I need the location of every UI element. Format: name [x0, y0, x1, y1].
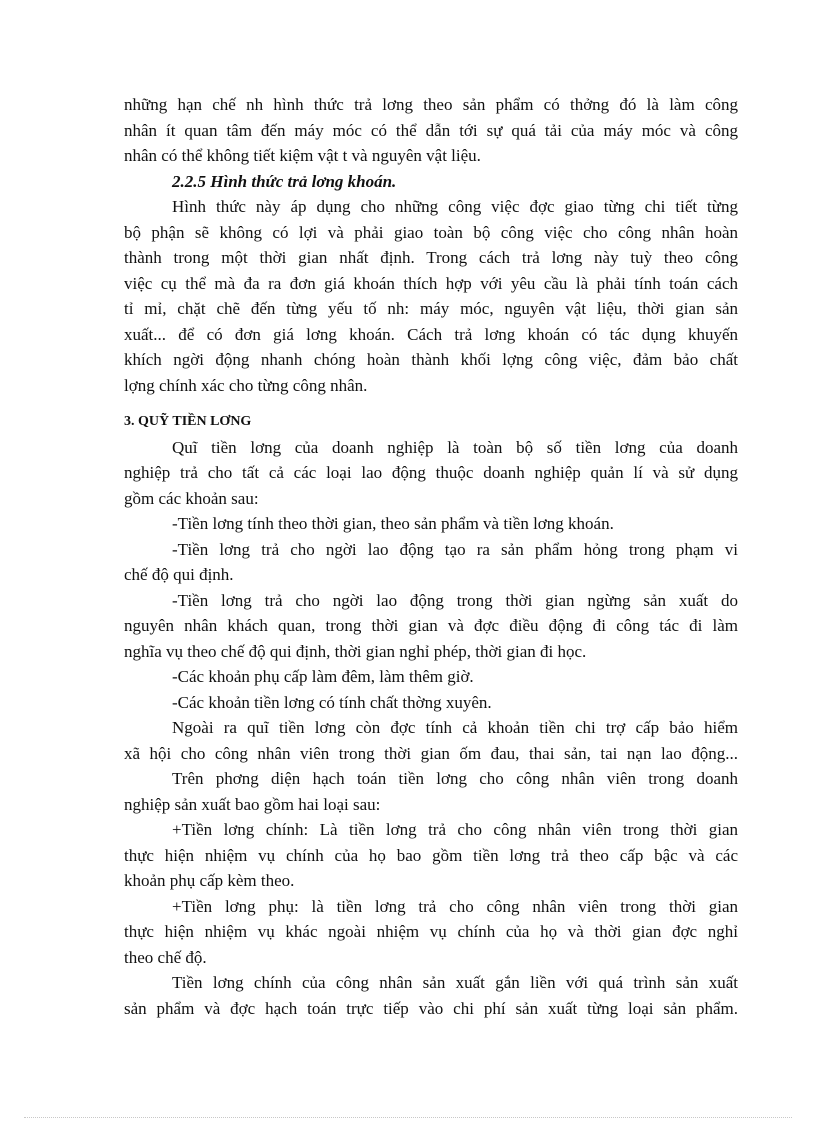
text-line: chế độ qui định. [124, 565, 234, 584]
paragraph-first-line: -Tiền lơng trả cho ngời lao động trong thời gian ngừng sản xuất do [172, 590, 738, 610]
paragraph-first-line: +Tiền lơng chính: Là tiền lơng trả cho công nhân viên trong thời gian [172, 820, 738, 839]
paragraph-first-line: Quĩ tiền lơng của doanh nghiệp là toàn bộ số tiền lơng của doanh [172, 437, 738, 457]
text-line: nguyên nhân khách quan, trong thời gian và đợc điều động đi công tác đi làm [124, 616, 738, 635]
paragraph-first-line: +Tiền lơng phụ: là tiền lơng trả cho công nhân viên trong thời gian [172, 896, 738, 916]
page-bottom-divider [24, 1117, 792, 1118]
document-page [124, 92, 738, 1021]
text-line: thực hiện nhiệm vụ khác ngoài nhiệm vụ chính của họ và thời gian đợc nghỉ [124, 922, 738, 941]
paragraph-first-line: -Tiền lơng tính theo thời gian, theo sản phẩm và tiền lơng khoán. [172, 514, 614, 533]
paragraph-first-line: Tiền lơng chính của công nhân sản xuất gắn liền với quá trình sản xuất [172, 973, 738, 992]
paragraph-first-line: Hình thức này áp dụng cho những công việc đợc giao từng chi tiết từng [172, 197, 738, 216]
paragraph-first-line: -Các khoản tiền lơng có tính chất thờng xuyên. [172, 692, 492, 712]
paragraph-first-line: -Tiền lơng trả cho ngời lao động tạo ra sản phẩm hỏng trong phạm vi [172, 539, 738, 559]
text-line: nghĩa vụ theo chế độ qui định, thời gian nghỉ phép, thời gian đi học. [124, 641, 587, 661]
section-heading: 2.2.5 Hình thức trả lơng khoán. [172, 171, 397, 191]
text-line: gồm các khoản sau: [124, 488, 259, 508]
paragraph-first-line: Ngoài ra quĩ tiền lơng còn đợc tính cả khoản tiền chi trợ cấp bảo hiểm [172, 718, 738, 737]
text-line: xuất... để có đơn giá lơng khoán. Cách trả lơng khoán có tác dụng khuyến [124, 324, 738, 344]
paragraph-first-line: -Các khoản phụ cấp làm đêm, làm thêm giờ. [172, 667, 474, 686]
text-line: bộ phận sẽ không có lợi và phải giao toàn bộ công việc cho công nhân hoàn [124, 222, 738, 242]
text-line: những hạn chế nh hình thức trả lơng theo sản phẩm có thởng đó là làm công [124, 95, 738, 114]
text-line: nghiệp sản xuất bao gồm hai loại sau: [124, 794, 381, 814]
text-line: tỉ mỉ, chặt chẽ đến từng yếu tố nh: máy móc, nguyên vật liệu, thời gian sản [124, 299, 738, 318]
text-line: theo chế độ. [124, 947, 207, 967]
text-line: sản phẩm và đợc hạch toán trực tiếp vào chi phí sản xuất từng loại sản phẩm. [124, 998, 738, 1018]
text-line: việc cụ thể mà đa ra đơn giá khoán thích hợp với yêu cầu là phải tính toán cách [124, 273, 738, 293]
text-line: khoản phụ cấp kèm theo. [124, 871, 295, 890]
text-line: lợng chính xác cho từng công nhân. [124, 375, 368, 395]
text-line: thành trong một thời gian nhất định. Trong cách trả lơng này tuỳ theo công [124, 248, 738, 267]
section-heading: 3. QUỸ TIỀN LƠNG [124, 414, 252, 429]
text-line: nghiệp trả cho tất cả các loại lao động thuộc doanh nghiệp quản lí và sử dụng [124, 463, 738, 482]
text-line: xã hội cho công nhân viên trong thời gian ốm đau, thai sản, tai nạn lao động... [124, 743, 738, 763]
text-line: nhân ít quan tâm đến máy móc có thể dẫn tới sự quá tải của máy móc và công [124, 120, 738, 140]
text-line: nhân có thể không tiết kiệm vật t và nguyên vật liệu. [124, 146, 481, 165]
paragraph-first-line: Trên phơng diện hạch toán tiền lơng cho công nhân viên trong doanh [172, 769, 738, 788]
text-line: khích ngời động nhanh chóng hoàn thành khối lợng công việc, đảm bảo chất [124, 350, 738, 369]
text-line: thực hiện nhiệm vụ chính của họ bao gồm tiền lơng trả theo cấp bậc và các [124, 845, 738, 865]
